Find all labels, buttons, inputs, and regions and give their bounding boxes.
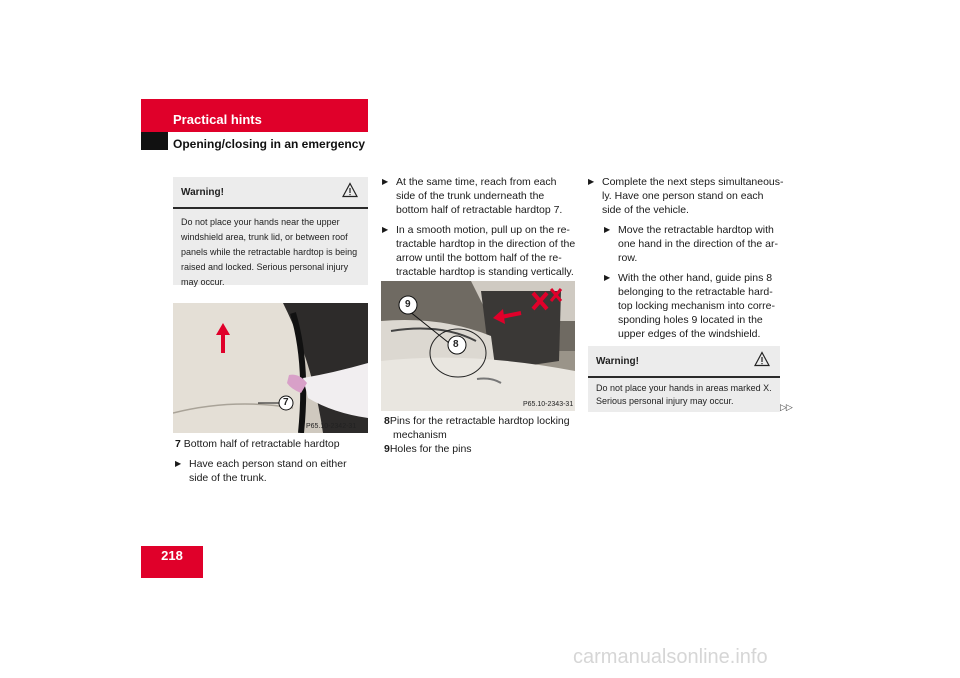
- arrow-bullet-icon: ▶: [604, 273, 611, 282]
- figure-callout-9: 9: [405, 299, 411, 310]
- caption-number: 8: [384, 415, 390, 427]
- column-2-captions: [384, 414, 576, 456]
- arrow-bullet-icon: ▶: [588, 177, 595, 186]
- caption-text: Holes for the pins: [389, 443, 472, 455]
- figure-hardtop-bottom-half: [173, 303, 368, 433]
- bullet-text: With the other hand, guide pins 8 belonging to the retractable hard-top locking mechanism into corre-sponding holes 9 located in the upper edges of the windshield.: [618, 272, 775, 340]
- arrow-bullet-icon: ▶: [175, 459, 182, 468]
- figure-callout-7: 7: [283, 397, 289, 408]
- warning-title: Warning!: [181, 187, 224, 198]
- list-item: [382, 223, 576, 279]
- warning-box-2: [588, 346, 780, 412]
- caption-7: [175, 437, 368, 451]
- warning-text: Do not place your hands in areas marked X. Serious personal injury may occur.: [596, 383, 772, 406]
- column-1-text: [175, 437, 368, 491]
- figure-code: P65.10-2342-31: [306, 423, 357, 430]
- warning-title: Warning!: [596, 356, 639, 367]
- arrow-bullet-icon: ▶: [382, 225, 389, 234]
- figure-callout-8: 8: [453, 339, 459, 350]
- arrow-bullet-icon: ▶: [604, 225, 611, 234]
- warning-box-1: [173, 177, 368, 285]
- list-item: [382, 175, 576, 217]
- page-number: 218: [161, 548, 183, 563]
- bullet-text: Complete the next steps simultaneous-ly. Have one person stand on each side of the vehicle.: [602, 176, 784, 216]
- warning-text: Do not place your hands near the upper windshield area, trunk lid, or between roof panels while the retractable hardtop is being raised and locked. Serious personal injury may occur.: [181, 217, 358, 287]
- watermark: carmanualsonline.info: [573, 646, 768, 668]
- bullet-text: Have each person stand on either side of the trunk.: [189, 458, 347, 484]
- caption-number: 7: [175, 438, 181, 450]
- caption-9: [384, 442, 576, 456]
- bullet-text: In a smooth motion, pull up on the re-tractable hardtop in the direction of the arrow until the bottom half of the re-tractable hardtop is standing vertically.: [396, 224, 576, 278]
- list-item: [588, 271, 784, 341]
- caption-text: Pins for the retractable hardtop locking mechanism: [389, 415, 570, 441]
- column-2-text-top: [382, 175, 576, 285]
- list-item: [588, 223, 784, 265]
- column-3-text: [588, 175, 784, 347]
- warning-triangle-icon: [342, 182, 358, 203]
- caption-text: Bottom half of retractable hardtop: [183, 438, 340, 450]
- bullet-text: At the same time, reach from each side of the trunk underneath the bottom half of retractable hardtop 7.: [396, 176, 563, 216]
- continue-marker: ▷▷: [780, 402, 792, 412]
- list-item: [588, 175, 784, 217]
- figure-code: P65.10-2343-31: [523, 401, 574, 408]
- arrow-bullet-icon: ▶: [382, 177, 389, 186]
- warning-triangle-icon: [754, 351, 770, 372]
- figure-pins-and-holes: [381, 281, 575, 411]
- caption-8: [384, 414, 576, 442]
- caption-number: 9: [384, 443, 390, 455]
- bullet-text: Move the retractable hardtop with one hand in the direction of the ar-row.: [618, 224, 778, 264]
- header-tab-marker: [141, 132, 168, 150]
- page-subtitle: Opening/closing in an emergency: [173, 137, 366, 151]
- list-item: [175, 457, 368, 485]
- section-title: Practical hints: [173, 112, 262, 127]
